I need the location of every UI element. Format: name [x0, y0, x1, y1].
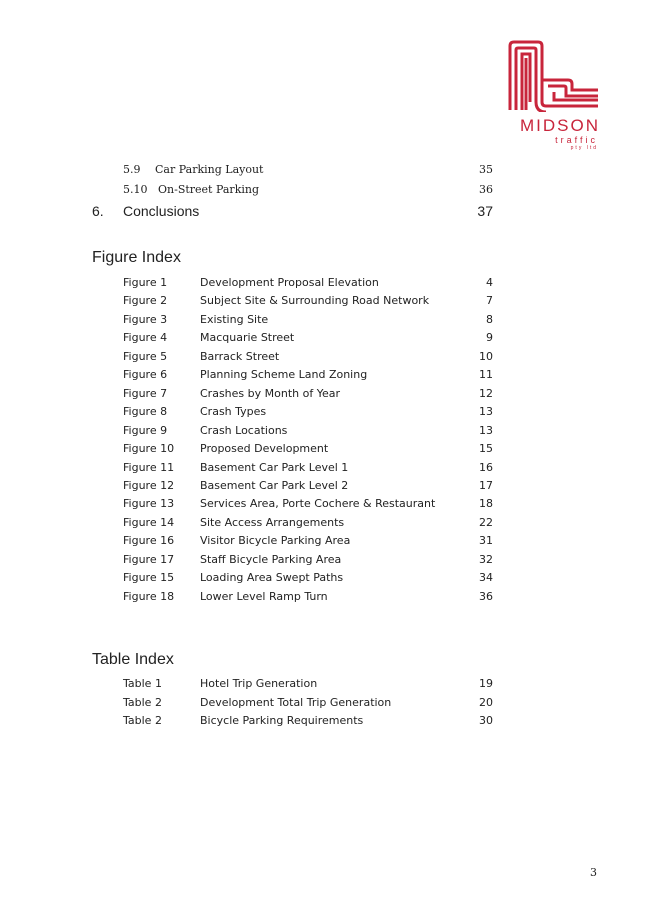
- toc-item[interactable]: [0, 183, 647, 201]
- figure-index-heading: Figure Index: [92, 249, 181, 266]
- toc-item-page: 35: [479, 163, 493, 176]
- index-entry[interactable]: [0, 294, 647, 312]
- index-entry-page: 30: [479, 714, 493, 727]
- index-entry-label: Figure 5: [123, 349, 168, 363]
- logo-subtitle-small: pty ltd: [570, 145, 598, 151]
- index-entry-page: 12: [479, 386, 493, 400]
- index-entry[interactable]: [0, 497, 647, 515]
- index-entry-page: 4: [486, 276, 493, 289]
- toc-item-number: 5.9: [123, 163, 141, 176]
- index-entry-label: Figure 9: [123, 423, 168, 437]
- index-entry-label: Table 2: [123, 695, 162, 709]
- table-index-heading: Table Index: [92, 651, 174, 668]
- toc-section-page: 37: [477, 203, 493, 219]
- index-entry-page: 22: [479, 515, 493, 529]
- index-entry[interactable]: [0, 313, 647, 331]
- toc-item-page: 36: [479, 183, 493, 196]
- toc-section-title: Conclusions: [123, 203, 200, 219]
- index-entry[interactable]: [0, 442, 647, 460]
- index-entry-label: Figure 16: [123, 534, 175, 548]
- index-entry-page: 18: [479, 497, 493, 511]
- index-entry[interactable]: [0, 424, 647, 442]
- index-entry-title: Development Proposal Elevation: [200, 276, 379, 289]
- index-entry-label: Figure 17: [123, 552, 175, 566]
- index-entry-label: Figure 14: [123, 515, 175, 529]
- index-entry-label: Figure 4: [123, 331, 168, 345]
- index-entry[interactable]: [0, 714, 647, 732]
- index-entry-title: Basement Car Park Level 1: [200, 460, 349, 474]
- toc-section-number: 6.: [92, 203, 104, 219]
- logo-wordmark: MIDSON: [520, 116, 600, 135]
- index-entry-title: Planning Scheme Land Zoning: [200, 368, 368, 382]
- index-entry-label: Figure 1: [123, 276, 168, 289]
- index-entry-title: Crashes by Month of Year: [200, 386, 340, 400]
- index-entry-title: Subject Site & Surrounding Road Network: [200, 294, 430, 308]
- index-entry-label: Table 2: [123, 714, 162, 727]
- toc-item-title: Car Parking Layout: [155, 163, 264, 176]
- index-entry-title: Crash Types: [200, 405, 267, 419]
- index-entry-page: 17: [479, 478, 493, 492]
- index-entry-page: 16: [479, 460, 493, 474]
- index-entry-page: 7: [486, 294, 493, 308]
- index-entry-title: Lower Level Ramp Turn: [200, 589, 328, 603]
- index-entry[interactable]: [0, 350, 647, 368]
- logo-subtitle: traffic: [555, 135, 598, 145]
- index-entry-label: Figure 15: [123, 571, 175, 585]
- index-entry-page: 15: [479, 442, 493, 456]
- index-entry-title: Development Total Trip Generation: [200, 695, 392, 709]
- toc-item-title: On-Street Parking: [158, 183, 260, 196]
- midson-logo-mark-icon: [508, 40, 600, 112]
- index-entry-page: 19: [479, 677, 493, 690]
- index-entry[interactable]: [0, 534, 647, 552]
- index-entry-label: Table 1: [123, 677, 162, 690]
- index-entry[interactable]: [0, 590, 647, 608]
- index-entry-title: Hotel Trip Generation: [200, 677, 318, 690]
- index-entry-title: Visitor Bicycle Parking Area: [200, 534, 351, 548]
- index-entry-title: Staff Bicycle Parking Area: [200, 552, 342, 566]
- index-entry-page: 20: [479, 695, 493, 709]
- index-entry-label: Figure 2: [123, 294, 168, 308]
- index-entry-label: Figure 3: [123, 312, 168, 326]
- index-entry-title: Existing Site: [200, 312, 269, 326]
- index-entry[interactable]: [0, 553, 647, 571]
- index-entry-title: Basement Car Park Level 2: [200, 478, 349, 492]
- index-entry-page: 31: [479, 534, 493, 548]
- midson-traffic-logo: [508, 40, 600, 151]
- index-entry-label: Figure 11: [123, 460, 175, 474]
- index-entry-title: Barrack Street: [200, 349, 280, 363]
- index-entry[interactable]: [0, 405, 647, 423]
- page-number: 3: [590, 866, 597, 879]
- index-entry-title: Bicycle Parking Requirements: [200, 714, 364, 727]
- index-entry-title: Macquarie Street: [200, 331, 295, 345]
- index-entry-page: 34: [479, 571, 493, 585]
- index-entry[interactable]: [0, 677, 647, 695]
- index-entry[interactable]: [0, 516, 647, 534]
- index-entry[interactable]: [0, 276, 647, 294]
- toc-item-number: 5.10: [123, 183, 148, 196]
- index-entry-page: 13: [479, 405, 493, 419]
- toc-section[interactable]: [0, 203, 647, 221]
- index-entry[interactable]: [0, 479, 647, 497]
- index-entry-label: Figure 7: [123, 386, 168, 400]
- index-entry-label: Figure 13: [123, 497, 175, 511]
- index-entry-page: 9: [486, 331, 493, 345]
- index-entry-label: Figure 12: [123, 478, 175, 492]
- index-entry-page: 8: [486, 312, 493, 326]
- index-entry-label: Figure 18: [123, 589, 175, 603]
- index-entry-title: Proposed Development: [200, 442, 329, 456]
- index-entry-page: 13: [479, 423, 493, 437]
- index-entry-label: Figure 8: [123, 405, 168, 419]
- index-entry[interactable]: [0, 331, 647, 349]
- index-entry[interactable]: [0, 387, 647, 405]
- index-entry[interactable]: [0, 368, 647, 386]
- index-entry-label: Figure 10: [123, 442, 175, 456]
- index-entry-label: Figure 6: [123, 368, 168, 382]
- index-entry[interactable]: [0, 696, 647, 714]
- index-entry[interactable]: [0, 461, 647, 479]
- index-entry-title: Site Access Arrangements: [200, 515, 345, 529]
- index-entry-page: 10: [479, 349, 493, 363]
- toc-item[interactable]: [0, 163, 647, 181]
- index-entry-page: 32: [479, 552, 493, 566]
- index-entry-page: 11: [479, 368, 493, 382]
- index-entry[interactable]: [0, 571, 647, 589]
- index-entry-title: Services Area, Porte Cochere & Restaurant: [200, 497, 436, 511]
- index-entry-title: Crash Locations: [200, 423, 288, 437]
- index-entry-page: 36: [479, 589, 493, 603]
- index-entry-title: Loading Area Swept Paths: [200, 571, 344, 585]
